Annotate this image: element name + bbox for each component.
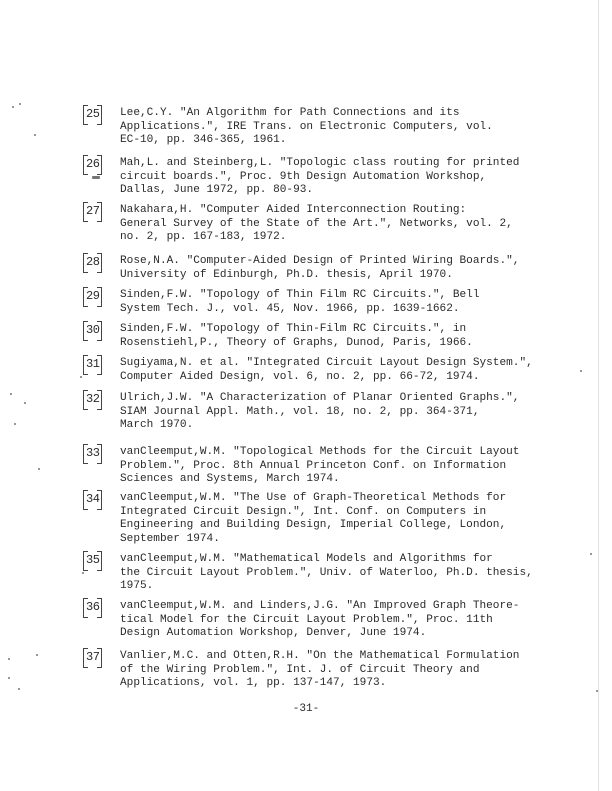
reference-text: Mah,L. and Steinberg,L. "Topologic class routing for printed circuit boards.", Proc. 9th Design Automation Workshop, Dallas, June 1972, pp. 80-93. (120, 157, 520, 196)
scan-speck (14, 423, 16, 425)
reference-number: 35 (86, 553, 100, 567)
page-number: -31- (292, 703, 320, 715)
scan-speck (19, 103, 21, 105)
reference-text: vanCleemput,W.M. and Linders,J.G. "An Improved Graph Theore- tical Model for the Circuit Layout Problem.", Proc. 11th Design Automation Workshop, Denver, June 1974. (120, 600, 520, 639)
reference-text: vanCleemput,W.M. "The Use of Graph-Theoretical Methods for Integrated Circuit Design.", Int. Conf. on Computers in Engineering and Building Design, Imperial College, London, September 1974. (120, 492, 507, 545)
scan-speck (82, 572, 84, 574)
reference-text: Sinden,F.W. "Topology of Thin-Film RC Circuits.", in Rosenstiehl,P., Theory of Graphs, Dunod, Paris, 1966. (120, 323, 473, 349)
reference-number: 30 (86, 323, 100, 337)
scan-edge-line (598, 0, 599, 791)
reference-text: vanCleemput,W.M. "Mathematical Models and Algorithms for the Circuit Layout Problem.", Univ. of Waterloo, Ph.D. thesis, 1975. (120, 553, 533, 592)
reference-number: 26 (86, 157, 100, 171)
reference-text: Vanlier,M.C. and Otten,R.H. "On the Mathematical Formulation of the Wiring Problem.", Int. J. of Circuit Theory and Applications, vol. 1, pp. 137-147, 1973. (120, 650, 520, 689)
reference-number: 29 (86, 289, 100, 303)
reference-text: Sinden,F.W. "Topology of Thin Film RC Circuits.", Bell System Tech. J., vol. 45, Nov. 1966, pp. 1639-1662. (120, 289, 480, 315)
scan-speck (590, 553, 592, 555)
scan-speck (24, 402, 26, 404)
reference-number: 27 (86, 204, 100, 218)
reference-number: 37 (86, 650, 100, 664)
reference-text: vanCleemput,W.M. "Topological Methods for the Circuit Layout Problem.", Proc. 8th Annual Princeton Conf. on Information Sciences and Systems, March 1974. (120, 446, 520, 485)
scan-speck (8, 658, 10, 660)
reference-text: Sugiyama,N. et al. "Integrated Circuit Layout Design System.", Computer Aided Design, vol. 6, no. 2, pp. 66-72, 1974. (120, 357, 533, 383)
scan-speck (10, 393, 12, 395)
scan-speck (36, 654, 38, 656)
scan-speck (8, 677, 10, 679)
reference-number: 32 (86, 392, 100, 406)
scan-speck (18, 688, 20, 690)
reference-number: 33 (86, 446, 100, 460)
reference-number: 36 (86, 600, 100, 614)
scan-speck (580, 370, 582, 372)
scan-speck (38, 468, 40, 470)
reference-number: 28 (86, 255, 100, 269)
scan-speck (596, 690, 598, 692)
reference-number: 25 (86, 107, 100, 121)
reference-text: Ulrich,J.W. "A Characterization of Planar Oriented Graphs.", SIAM Journal Appl. Math., vol. 18, no. 2, pp. 364-371, March 1970. (120, 392, 520, 431)
reference-number: 34 (86, 492, 100, 506)
reference-number: 31 (86, 357, 100, 371)
reference-text: Lee,C.Y. "An Algorithm for Path Connections and its Applications.", IRE Trans. on Electronic Computers, vol. EC-10, pp. 346-365, 1961. (120, 107, 493, 146)
reference-text: Rose,N.A. "Computer-Aided Design of Printed Wiring Boards.", University of Edinburgh, Ph.D. thesis, April 1970. (120, 255, 520, 281)
scan-speck (12, 106, 14, 108)
scan-speck (34, 134, 36, 136)
scan-speck (80, 376, 82, 378)
scan-speck (92, 176, 100, 179)
reference-text: Nakahara,H. "Computer Aided Interconnection Routing: General Survey of the State of the Art.", Networks, vol. 2, no. 2, pp. 167-183, 1972. (120, 204, 513, 243)
